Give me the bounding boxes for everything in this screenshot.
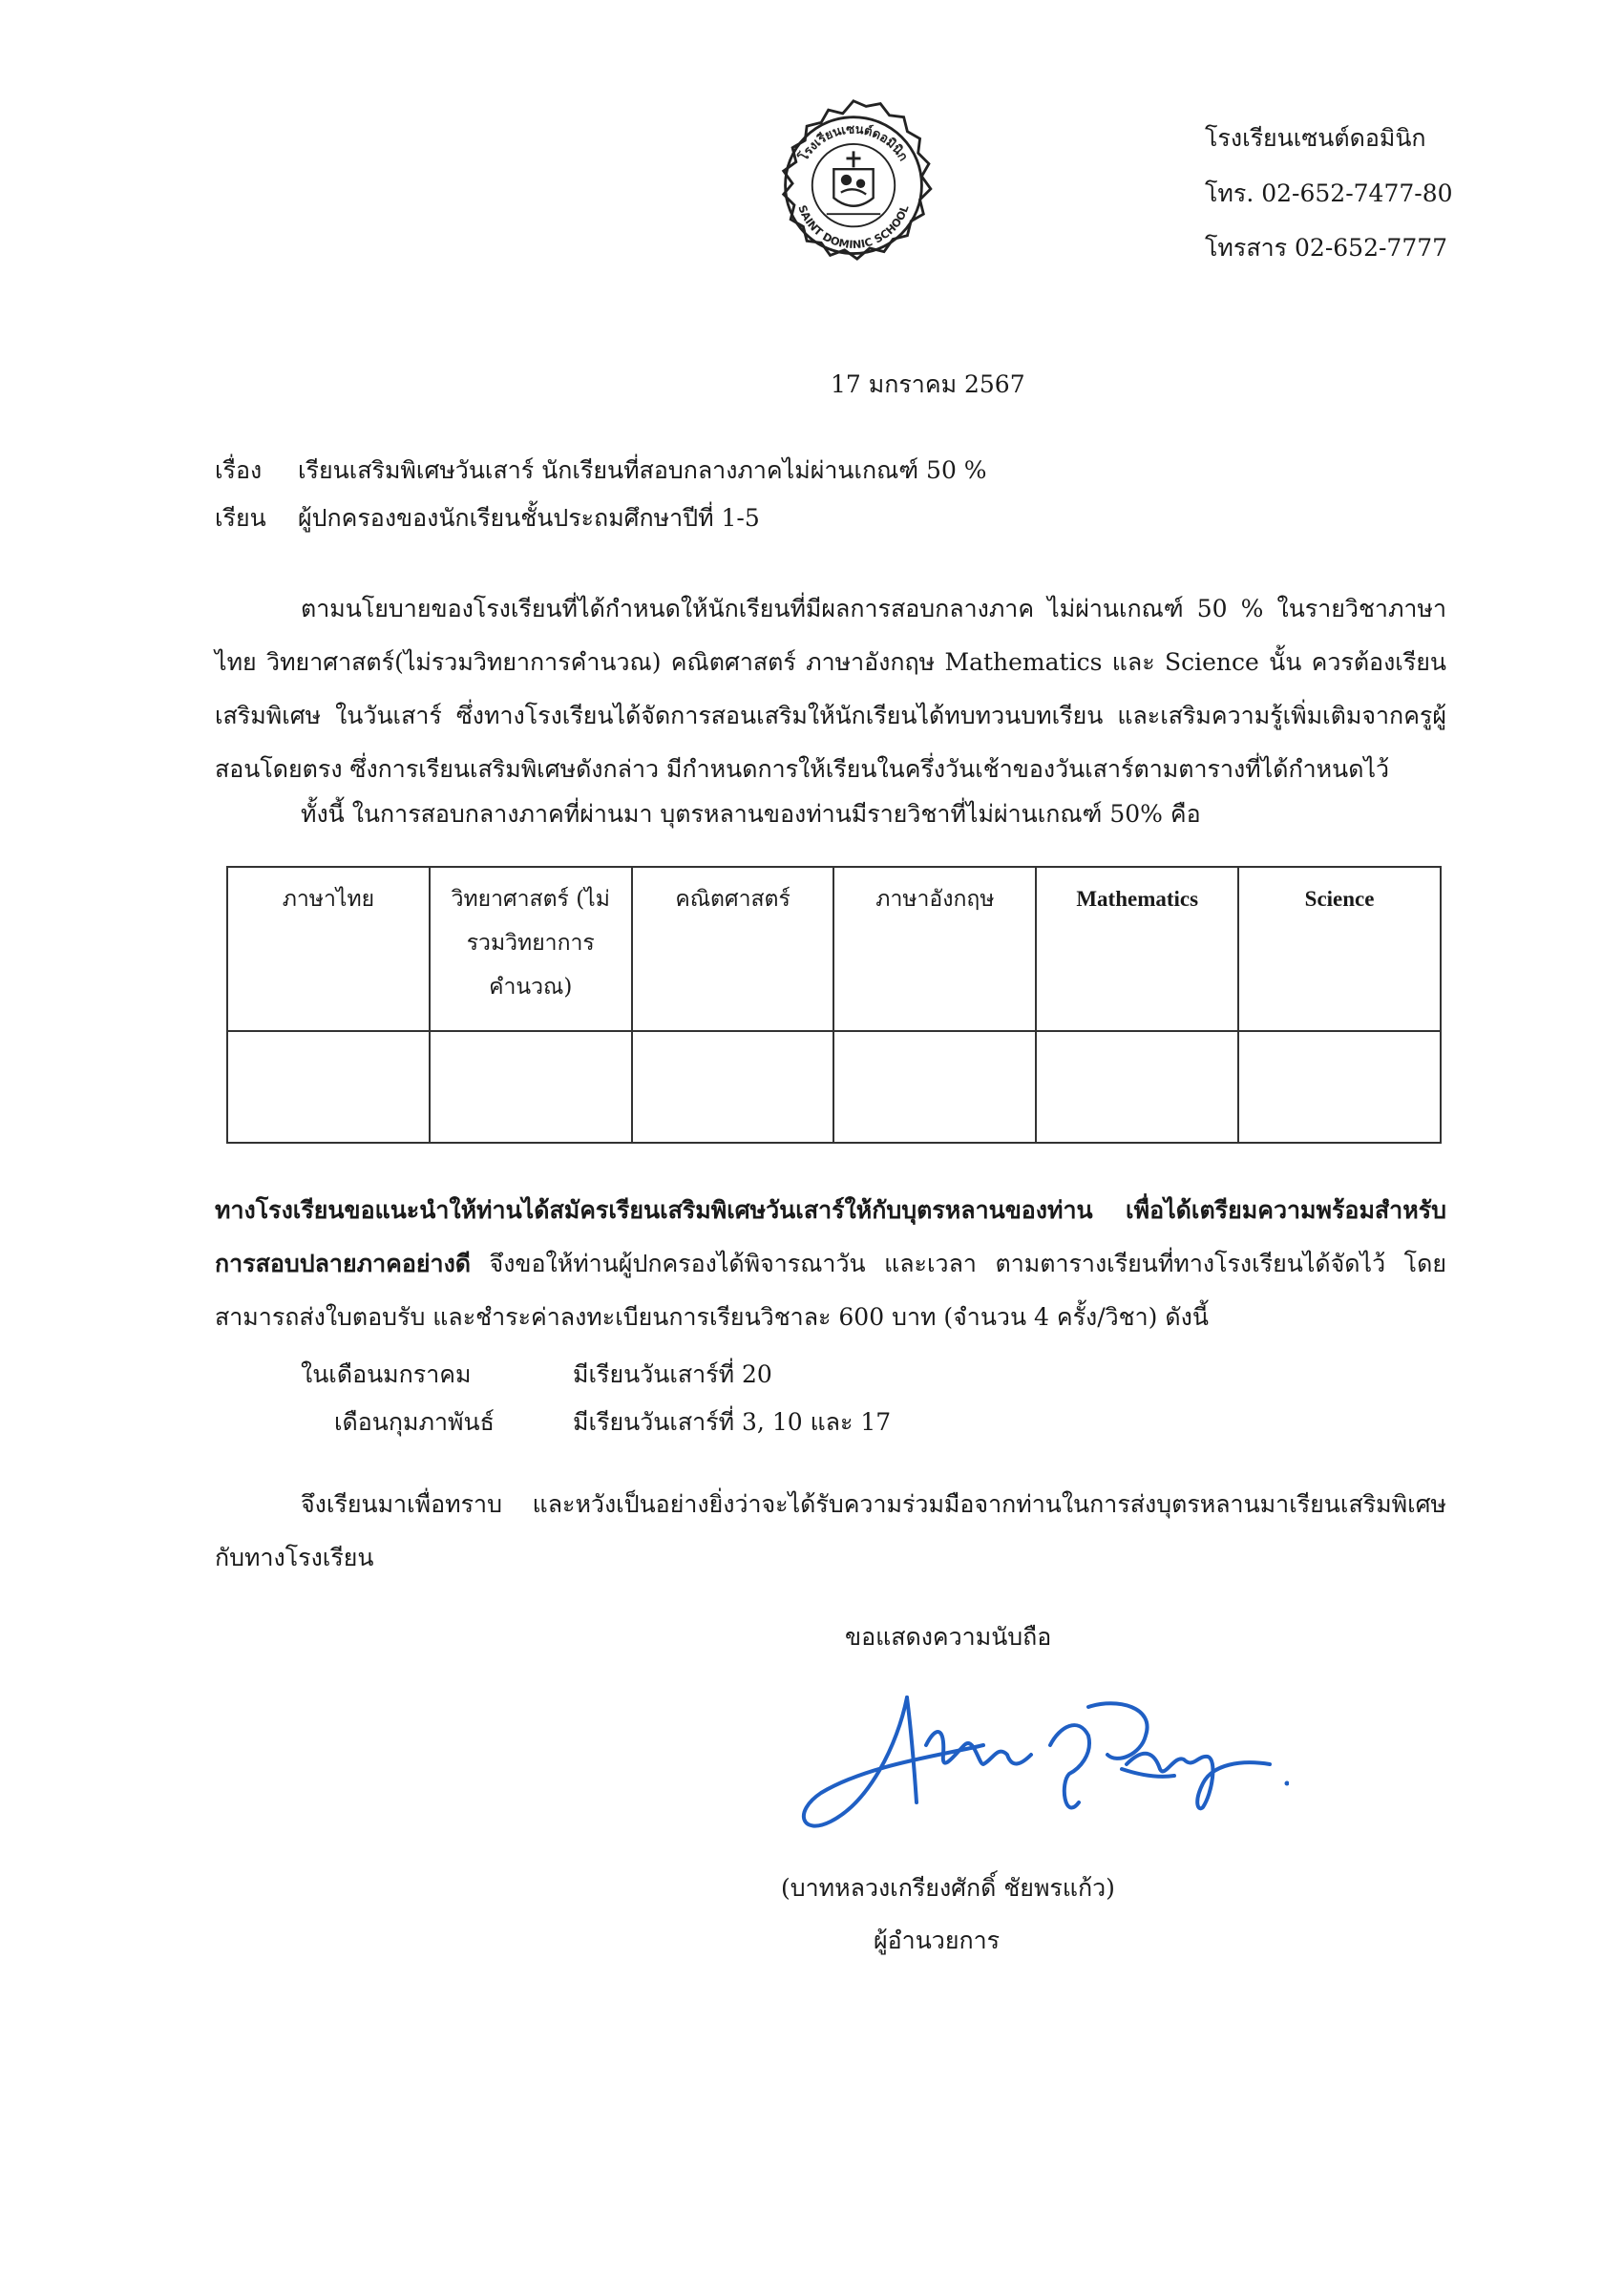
- table-header-cell: ภาษาไทย: [227, 867, 430, 1031]
- table-header-cell: Mathematics: [1036, 867, 1238, 1031]
- failed-subjects-table: [226, 866, 1442, 1144]
- school-fax: โทรสาร 02-652-7777: [1205, 234, 1448, 262]
- handwritten-signature: [792, 1688, 1289, 1850]
- school-name: โรงเรียนเซนต์ดอมินิก: [1205, 124, 1426, 152]
- recommendation-paragraph: [215, 1184, 1446, 1344]
- schedule-days-1: มีเรียนวันเสาร์ที่ 20: [573, 1360, 772, 1388]
- recommendation-bold: ทางโรงเรียนขอแนะนำให้ท่านได้สมัครเรียนเสริมพิเศษวันเสาร์ให้กับบุตรหลานของท่าน เพื่อได้เตรียมความพร้อมสำหรับ การสอบปลายภาคอย่างดี: [215, 1196, 1446, 1277]
- body-paragraph-2: ทั้งนี้ ในการสอบกลางภาคที่ผ่านมา บุตรหลานของท่านมีรายวิชาที่ไม่ผ่านเกณฑ์ 50% คือ: [301, 800, 1201, 828]
- closing-regards: ขอแสดงความนับถือ: [845, 1623, 1052, 1651]
- letter-date: 17 มกราคม 2567: [831, 370, 1025, 398]
- signer-title: ผู้อำนวยการ: [874, 1927, 1001, 1954]
- table-header-cell: วิทยาศาสตร์ (ไม่รวมวิทยาการ คำนวณ): [430, 867, 632, 1031]
- body-paragraph-1: ตามนโยบายของโรงเรียนที่ได้กำหนดให้นักเรียนที่มีผลการสอบกลางภาค ไม่ผ่านเกณฑ์ 50 % ในรายวิชาภาษาไทย วิทยาศาสตร์(ไม่รวมวิทยาการคำนวณ) คณิตศาสตร์ ภาษาอังกฤษ Mathematics และ Science นั้น ควรต้องเรียนเสริมพิเศษ ในวันเสาร์ ซึ่งทางโรงเรียนได้จัดการสอนเสริมให้นักเรียนได้ทบทวนบทเรียน และเสริมความรู้เพิ่มเติมจากครูผู้สอนโดยตรง ซึ่งการเรียนเสริมพิเศษดังกล่าว มีกำหนดการให้เรียนในครึ่งวันเช้าของวันเสาร์ตามตารางที่ได้กำหนดไว้: [215, 595, 1446, 783]
- table-cell[interactable]: [430, 1031, 632, 1143]
- signer-name: (บาทหลวงเกรียงศักดิ์ ชัยพรแก้ว): [781, 1874, 1115, 1902]
- school-phone: โทร. 02-652-7477-80: [1205, 179, 1453, 207]
- recommendation-normal: จึงขอให้ท่านผู้ปกครองได้พิจารณาวัน และเวลา ตามตารางเรียนที่ทางโรงเรียนได้จัดไว้ โดยสามารถส่งใบตอบรับ และชำระค่าลงทะเบียนการเรียนวิชาละ 600 บาท (จำนวน 4 ครั้ง/วิชา) ดังนี้: [215, 1250, 1446, 1331]
- school-seal-logo: [764, 97, 943, 277]
- table-cell[interactable]: [1238, 1031, 1441, 1143]
- svg-text:SAINT DOMINIC SCHOOL: SAINT DOMINIC SCHOOL: [795, 203, 912, 252]
- table-row: [227, 1031, 1441, 1143]
- schedule-month-2: เดือนกุมภาพันธ์: [334, 1408, 495, 1436]
- table-header-cell: Science: [1238, 867, 1441, 1031]
- schedule-days-2: มีเรียนวันเสาร์ที่ 3, 10 และ 17: [573, 1408, 892, 1436]
- subject-text: เรียนเสริมพิเศษวันเสาร์ นักเรียนที่สอบกลางภาคไม่ผ่านเกณฑ์ 50 %: [298, 456, 987, 484]
- table-header-cell: ภาษาอังกฤษ: [833, 867, 1036, 1031]
- recipient-label: เรียน: [215, 504, 266, 532]
- table-cell[interactable]: [1036, 1031, 1238, 1143]
- table-header-row: [227, 867, 1441, 1031]
- table-header-cell: คณิตศาสตร์: [632, 867, 834, 1031]
- table-cell[interactable]: [227, 1031, 430, 1143]
- schedule-month-1: ในเดือนมกราคม: [301, 1360, 472, 1388]
- table-cell[interactable]: [833, 1031, 1036, 1143]
- recipient-text: ผู้ปกครองของนักเรียนชั้นประถมศึกษาปีที่ 1-5: [298, 504, 760, 532]
- subject-label: เรื่อง: [215, 456, 263, 484]
- svg-text:โรงเรียนเซนต์ดอมินิก: โรงเรียนเซนต์ดอมินิก: [796, 122, 911, 164]
- table-cell[interactable]: [632, 1031, 834, 1143]
- closing-paragraph: จึงเรียนมาเพื่อทราบ และหวังเป็นอย่างยิ่งว่าจะได้รับความร่วมมือจากท่านในการส่งบุตรหลานมาเรียนเสริมพิเศษ กับทางโรงเรียน: [215, 1490, 1446, 1571]
